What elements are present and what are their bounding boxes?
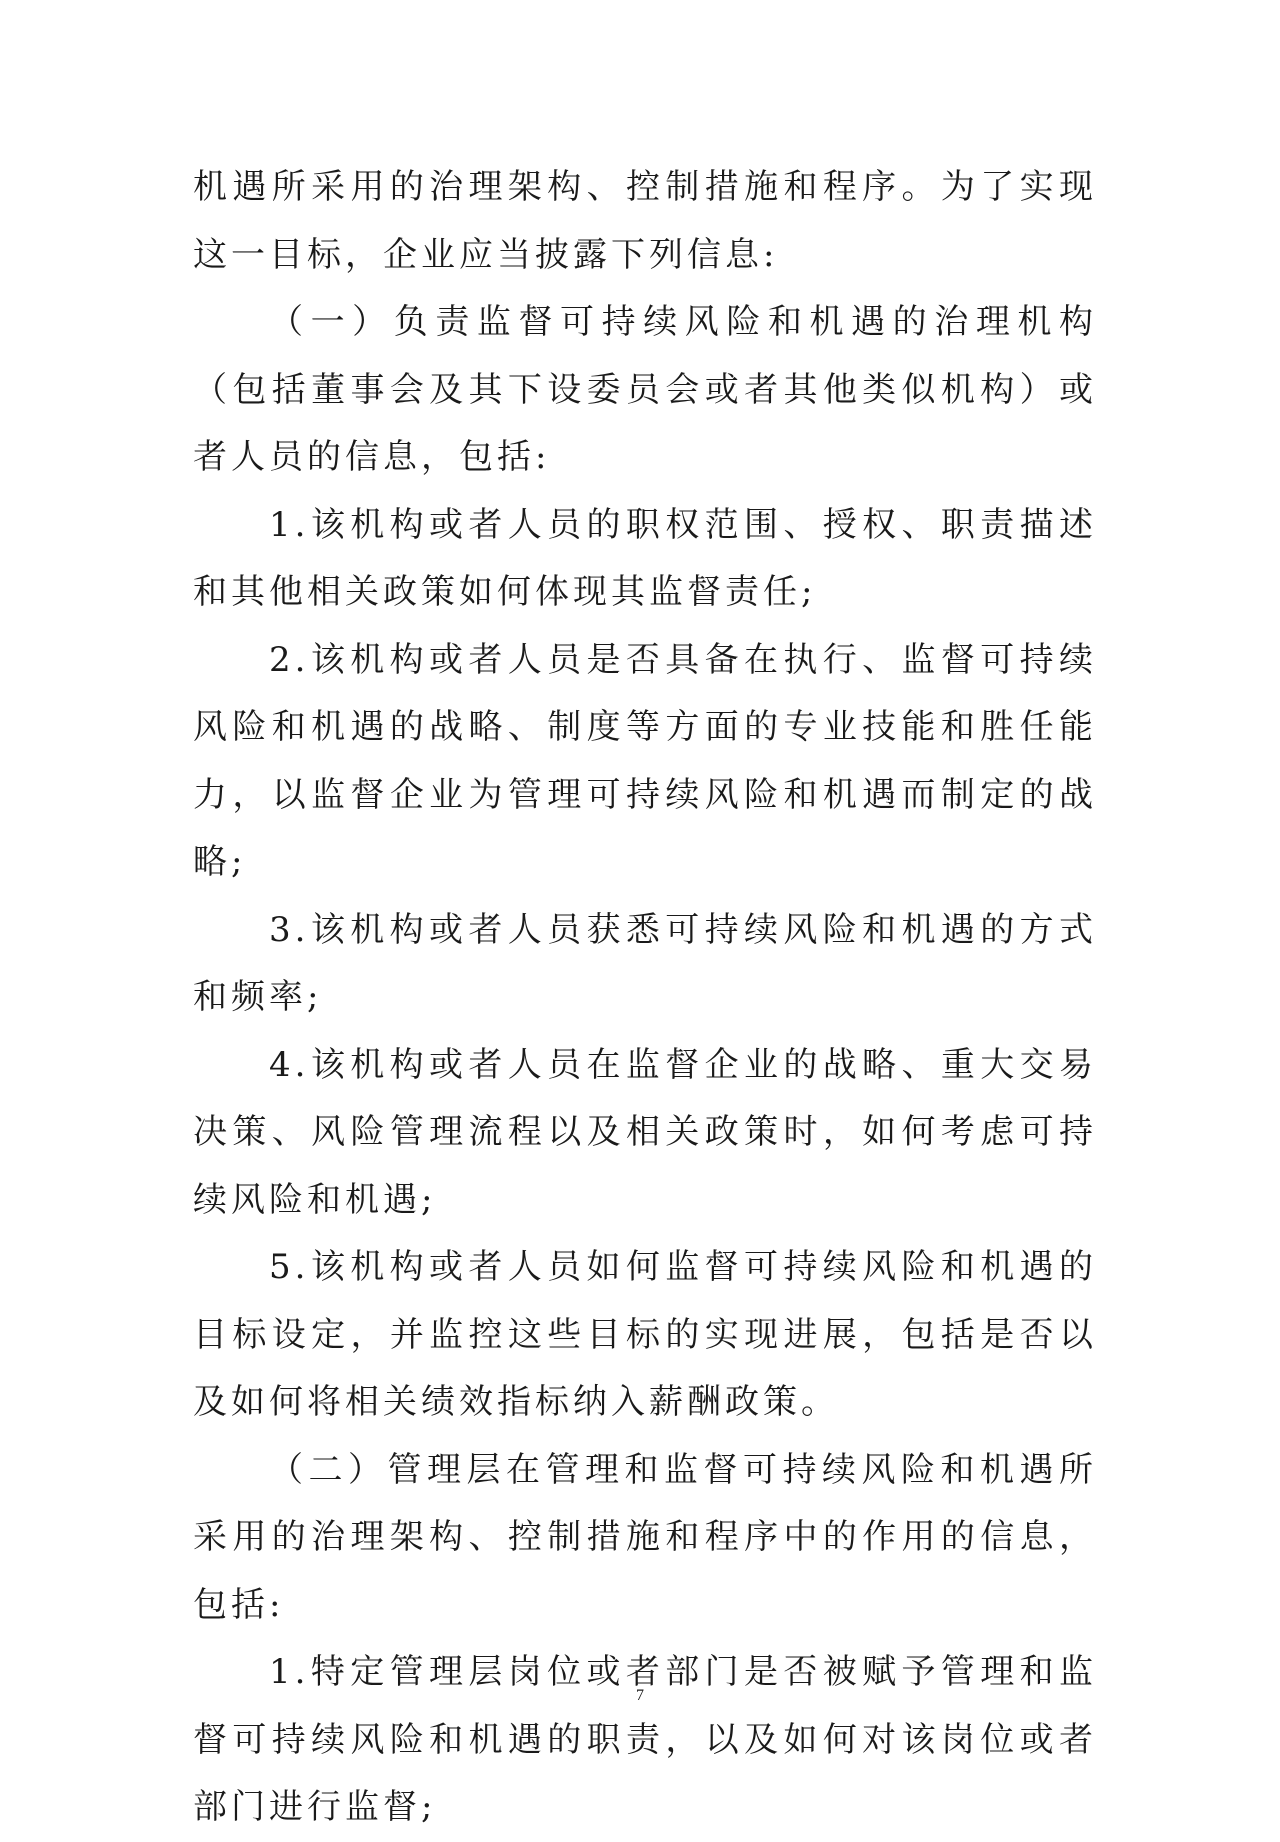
- paragraph-item-1-3: 3.该机构或者人员获悉可持续风险和机遇的方式和频率;: [193, 909, 1097, 1017]
- paragraph-item-1-4: 4.该机构或者人员在监督企业的战略、重大交易决策、风险管理流程以及相关政策时，如何考虑可持续风险和机遇;: [193, 1044, 1097, 1220]
- paragraph-item-2-1: 1.特定管理层岗位或者部门是否被赋予管理和监督可持续风险和机遇的职责，以及如何对该岗位或者部门进行监督;: [193, 1652, 1097, 1827]
- paragraph-item-1-5: 5.该机构或者人员如何监督可持续风险和机遇的目标设定，并监控这些目标的实现进展，包括是否以及如何将相关绩效指标纳入薪酬政策。: [193, 1247, 1097, 1422]
- paragraph-continuation: 机遇所采用的治理架构、控制措施和程序。为了实现这一目标，企业应当披露下列信息:: [193, 167, 1097, 275]
- paragraph-section-1-heading: （一）负责监督可持续风险和机遇的治理机构（包括董事会及其下设委员会或者其他类似机构）或者人员的信息，包括:: [193, 302, 1097, 477]
- document-body: [193, 154, 1097, 1842]
- page-number: 7: [636, 1687, 644, 1704]
- paragraph-item-1-2: 2.该机构或者人员是否具备在执行、监督可持续风险和机遇的战略、制度等方面的专业技能和胜任能力，以监督企业为管理可持续风险和机遇而制定的战略;: [193, 639, 1097, 882]
- paragraph-item-1-1: 1.该机构或者人员的职权范围、授权、职责描述和其他相关政策如何体现其监督责任;: [193, 504, 1097, 612]
- paragraph-section-2-heading: （二）管理层在管理和监督可持续风险和机遇所采用的治理架构、控制措施和程序中的作用的信息，包括:: [193, 1449, 1097, 1625]
